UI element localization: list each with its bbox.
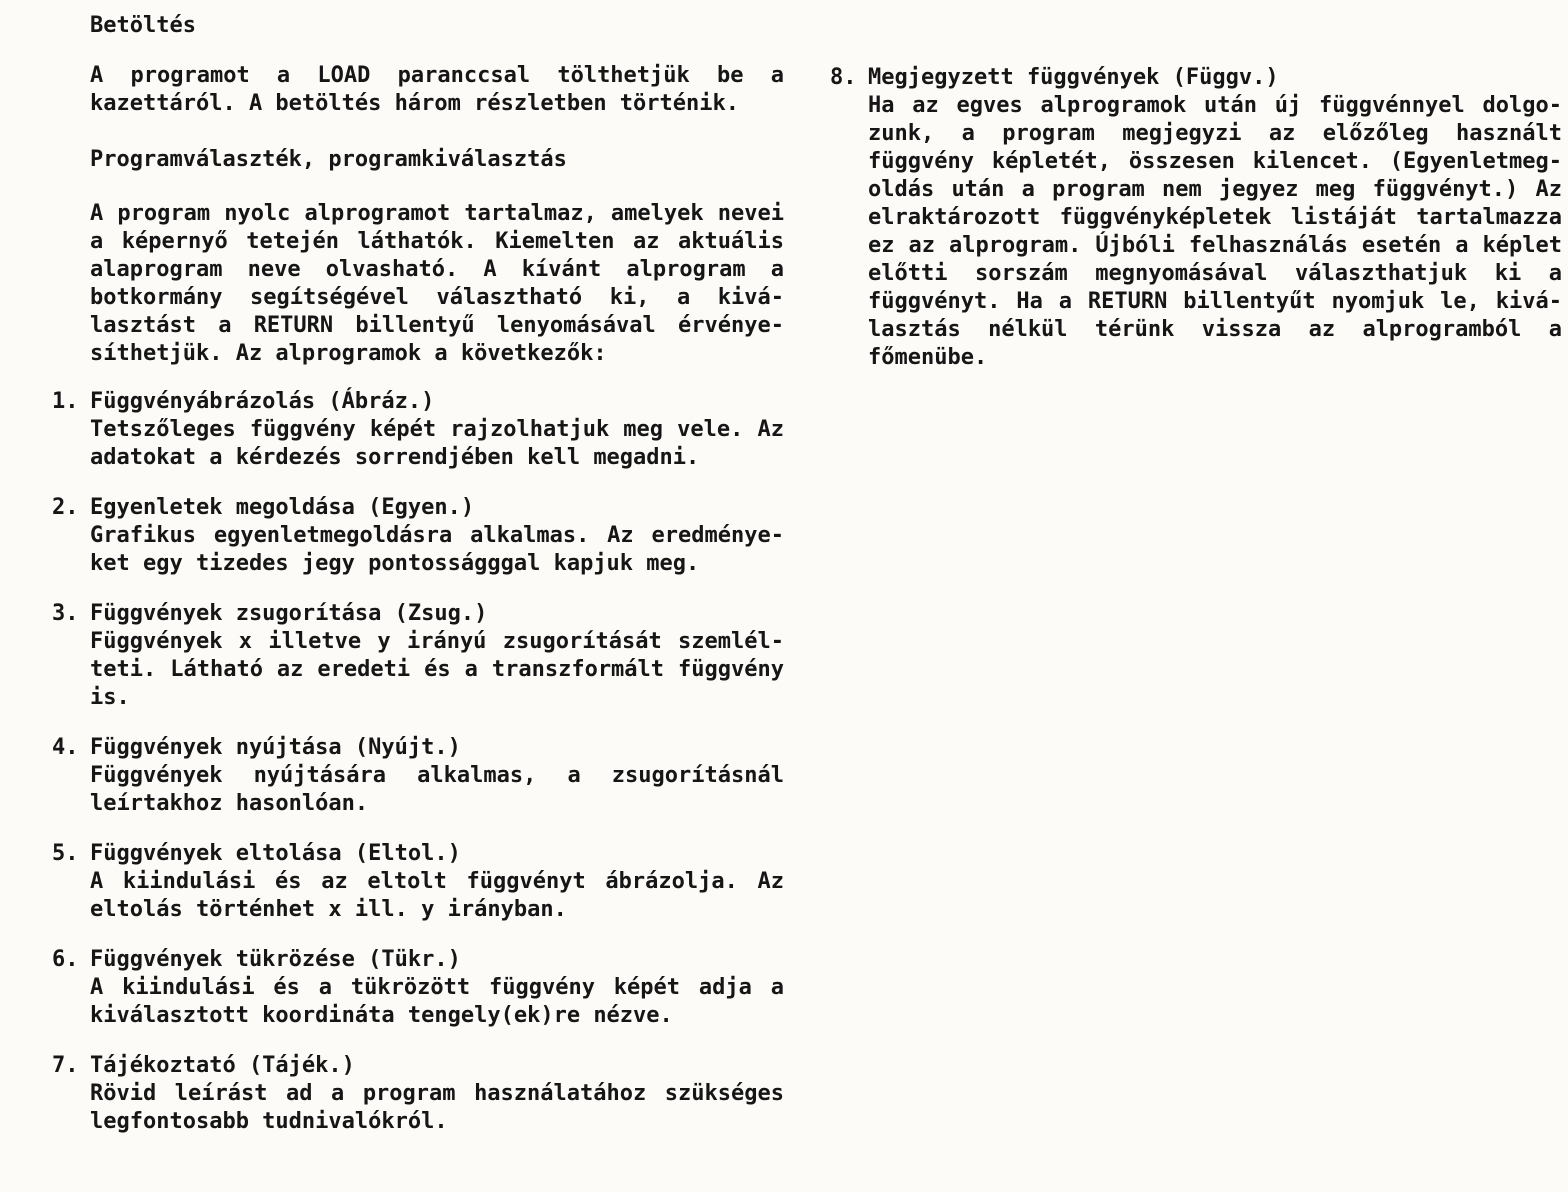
item-title: Függvények eltolása (Eltol.) xyxy=(90,841,461,866)
text-line: adatokat a kérdezés sorrendjében kell megadni. xyxy=(90,445,700,470)
left-column xyxy=(52,12,788,1158)
section-heading-programvalasztek: Programválaszték, programkiválasztás xyxy=(90,147,567,172)
item-number: 4. xyxy=(52,735,79,760)
text-line: függvény képletét, összesen kilencet. (Egyenletmeg- xyxy=(868,149,1562,174)
item-number: 2. xyxy=(52,495,79,520)
text-line: kazettáról. A betöltés három részletben történik. xyxy=(90,91,740,116)
text-line: leírtakhoz hasonlóan. xyxy=(90,791,369,816)
item-number: 3. xyxy=(52,601,79,626)
item-body xyxy=(90,600,784,712)
text-line: lasztást a RETURN billentyű lenyomásával érvénye- xyxy=(90,313,784,338)
item-title: Függvények zsugorítása (Zsug.) xyxy=(90,601,488,626)
text-line: botkormány segítségével választható ki, a kivá- xyxy=(90,285,784,310)
text-line: A kiindulási és a tükrözött függvény képét adja a xyxy=(90,975,784,1000)
text-line: ez az alprogram. Újbóli felhasználás esetén a képlet xyxy=(868,233,1562,258)
list-item-2 xyxy=(52,494,788,578)
text-line: Grafikus egyenletmegoldásra alkalmas. Az eredménye- xyxy=(90,523,784,548)
text-line: elraktározott függvényképletek listáját tartalmazza xyxy=(868,205,1562,230)
text-line: Ha az egves alprogramok után új függvénnyel dolgo- xyxy=(868,93,1562,118)
item-body xyxy=(90,494,784,578)
text-line: A programot a LOAD paranccsal tölthetjük be a xyxy=(90,63,784,88)
text-line: eltolás történhet x ill. y irányban. xyxy=(90,897,567,922)
text-line: függvényt. Ha a RETURN billentyűt nyomjuk le, kivá- xyxy=(868,289,1562,314)
text-line: legfontosabb tudnivalókról. xyxy=(90,1109,448,1134)
item-body xyxy=(90,388,784,472)
list-item-6 xyxy=(52,946,788,1030)
text-line: zunk, a program megjegyzi az előzőleg használt xyxy=(868,121,1562,146)
item-body xyxy=(868,64,1562,372)
item-title: Függvények tükrözése (Tükr.) xyxy=(90,947,461,972)
paragraph-program-selection xyxy=(90,200,784,368)
text-line: oldás után a program nem jegyez meg függvényt.) Az xyxy=(868,177,1562,202)
item-body xyxy=(90,946,784,1030)
item-body xyxy=(90,734,784,818)
text-line: Függvények nyújtására alkalmas, a zsugorításnál xyxy=(90,763,784,788)
item-title: Tájékoztató (Tájék.) xyxy=(90,1053,355,1078)
text-line: kiválasztott koordináta tengely(ek)re nézve. xyxy=(90,1003,673,1028)
list-item-7 xyxy=(52,1052,788,1136)
item-number: 6. xyxy=(52,947,79,972)
list-item-5 xyxy=(52,840,788,924)
item-title: Egyenletek megoldása (Egyen.) xyxy=(90,495,475,520)
text-line: Rövid leírást ad a program használatához szükséges xyxy=(90,1081,784,1106)
text-line: ket egy tizedes jegy pontosságggal kapjuk meg. xyxy=(90,551,700,576)
text-line: is. xyxy=(90,685,130,710)
list-item-1 xyxy=(52,388,788,472)
item-number: 1. xyxy=(52,389,79,414)
item-number: 7. xyxy=(52,1053,79,1078)
text-line: főmenübe. xyxy=(868,345,988,370)
list-item-4 xyxy=(52,734,788,818)
text-line: teti. Látható az eredeti és a transzformált függvény xyxy=(90,657,784,682)
text-line: A program nyolc alprogramot tartalmaz, amelyek nevei xyxy=(90,201,784,226)
list-item-3 xyxy=(52,600,788,712)
paragraph-load xyxy=(90,62,784,118)
item-number: 8. xyxy=(830,65,857,90)
text-line: síthetjük. Az alprogramok a következők: xyxy=(90,341,607,366)
section-heading-betoltes: Betöltés xyxy=(90,13,196,38)
text-line: Tetszőleges függvény képét rajzolhatjuk meg vele. Az xyxy=(90,417,784,442)
text-line: alaprogram neve olvasható. A kívánt alprogram a xyxy=(90,257,784,282)
item-body xyxy=(90,840,784,924)
list-item-8 xyxy=(830,64,1566,372)
text-line: Függvények x illetve y irányú zsugorítását szemlél- xyxy=(90,629,784,654)
text-line: A kiindulási és az eltolt függvényt ábrázolja. Az xyxy=(90,869,784,894)
text-line: előtti sorszám megnyomásával választhatjuk ki a xyxy=(868,261,1562,286)
text-line: a képernyő tetején láthatók. Kiemelten az aktuális xyxy=(90,229,784,254)
item-title: Függvényábrázolás (Ábráz.) xyxy=(90,389,435,414)
item-body xyxy=(90,1052,784,1136)
right-column xyxy=(830,64,1566,394)
item-number: 5. xyxy=(52,841,79,866)
item-title: Megjegyzett függvények (Függv.) xyxy=(868,65,1279,90)
text-line: lasztás nélkül térünk vissza az alprogramból a xyxy=(868,317,1562,342)
item-title: Függvények nyújtása (Nyújt.) xyxy=(90,735,461,760)
